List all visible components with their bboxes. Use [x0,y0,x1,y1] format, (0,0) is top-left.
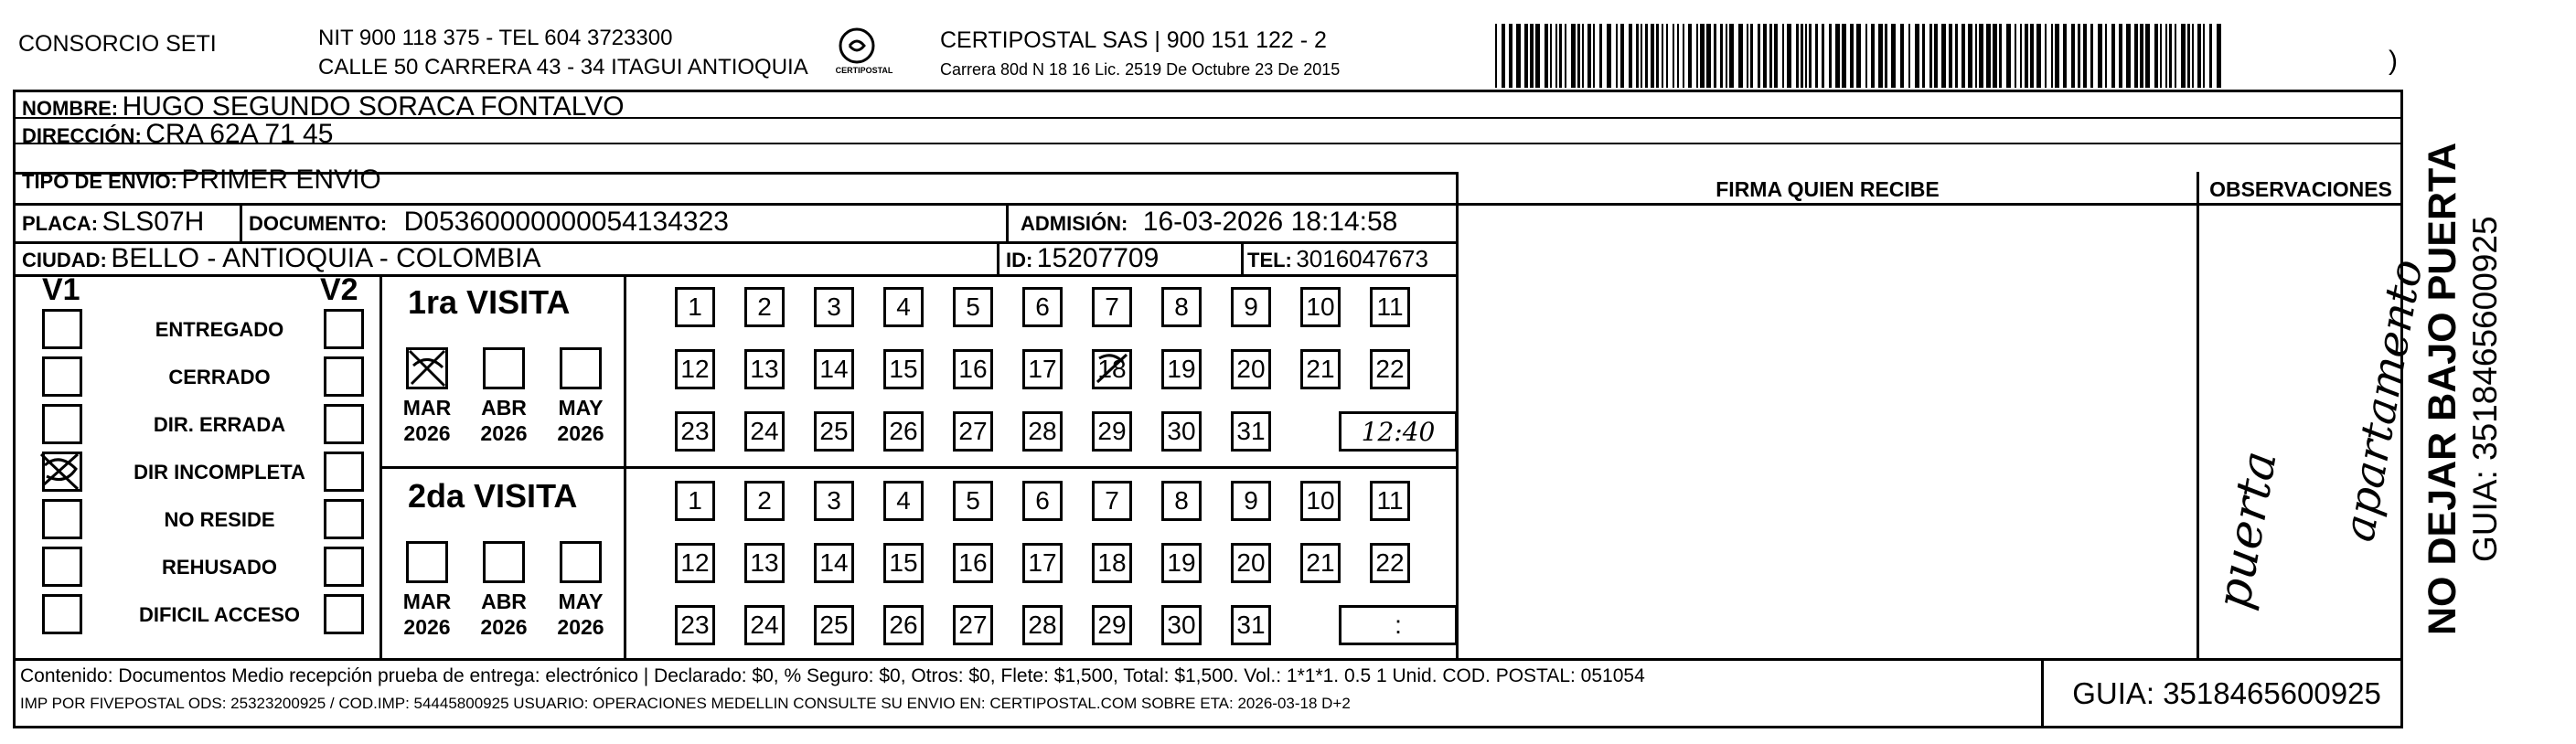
barcode-bar [2090,24,2093,88]
tel-label: TEL: [1247,249,1292,271]
placa-row [22,207,204,238]
v1-checkbox[interactable] [42,404,82,444]
status-label: ENTREGADO [155,318,284,341]
barcode-bar [2111,24,2115,88]
barcode-bar [2083,24,2087,88]
month-label [395,395,459,446]
day-box[interactable]: 29 [1092,411,1132,452]
barcode-bar [1571,24,1576,88]
status-label: DIFICIL ACCESO [138,603,300,626]
direccion-value: CRA 62A 71 45 [145,119,334,149]
documento-value: D05360000000054134323 [403,207,729,237]
day-box[interactable]: 27 [953,411,993,452]
barcode-bar [1915,24,1919,88]
divider [997,241,999,274]
divider [379,466,1456,469]
day-box[interactable]: 23 [675,411,715,452]
day-box[interactable]: 4 [883,481,924,521]
day-box[interactable]: 6 [1022,481,1063,521]
day-box[interactable]: 9 [1231,481,1271,521]
nombre-value: HUGO SEGUNDO SORACA FONTALVO [122,91,625,122]
barcode-bar [1747,24,1748,88]
barcode-bar [1774,24,1778,88]
observaciones-header: OBSERVACIONES [2209,177,2392,201]
barcode-bar [1636,24,1639,88]
barcode-bar [1651,24,1654,88]
day-box[interactable]: 28 [1022,411,1063,452]
barcode-bar [2169,24,2172,88]
day-box[interactable]: 31 [1231,605,1271,645]
barcode-bar [1524,24,1528,88]
barcode-bar [2175,24,2176,88]
v2-checkbox[interactable] [324,499,364,539]
time-box[interactable]: 12:40 [1339,411,1458,452]
day-box[interactable]: 28 [1022,605,1063,645]
address-line: CALLE 50 CARRERA 43 - 34 ITAGUI ANTIOQUIA [318,55,808,80]
barcode-bar [2134,24,2138,88]
day-box[interactable]: 24 [744,605,785,645]
barcode-bar [2119,24,2122,88]
day-box[interactable]: 17 [1022,543,1063,583]
day-box[interactable]: 19 [1161,349,1202,389]
v2-checkbox[interactable] [324,594,364,634]
v2-header: V2 [320,272,358,307]
barcode-bar [1782,24,1784,88]
month-checkbox[interactable] [483,541,525,583]
divider [1006,203,1009,241]
barcode-bar [1801,24,1803,88]
barcode-bar [1683,24,1684,88]
barcode-bar [1929,24,1932,88]
day-box[interactable]: 20 [1231,543,1271,583]
barcode-bar [1908,24,1910,88]
tipo-value: PRIMER ENVIO [181,165,381,195]
id-row [1006,243,1159,274]
barcode-bar [2006,24,2011,88]
day-box[interactable]: 5 [953,287,993,327]
barcode-bar [1805,24,1807,88]
v2-checkbox[interactable] [324,309,364,349]
day-box[interactable]: 21 [1300,543,1341,583]
barcode-bar [1607,24,1611,88]
month-checkbox[interactable] [560,347,602,389]
barcode-bar [1986,24,1991,88]
nit-line: NIT 900 118 375 - TEL 604 3723300 [318,26,673,50]
barcode-bar [1677,24,1679,88]
barcode-bar [1871,24,1875,88]
month-year: 2026 [557,615,604,639]
day-box[interactable]: 16 [953,543,993,583]
barcode-bar [2192,24,2194,88]
footer-guia: GUIA: 3518465600925 [2072,676,2381,710]
day-box[interactable]: 30 [1161,411,1202,452]
day-box[interactable]: 14 [814,349,854,389]
v2-checkbox[interactable] [324,404,364,444]
day-box[interactable]: 26 [883,411,924,452]
barcode-bar [2098,24,2102,88]
time-box[interactable]: : [1339,605,1458,645]
barcode-bar [1516,24,1521,88]
barcode-bar [1629,24,1632,88]
divider [13,203,1458,206]
divider [13,143,2403,144]
day-box[interactable]: 22 [1370,349,1410,389]
barcode-bar [1878,24,1883,88]
barcode-bar [1787,24,1791,88]
ciudad-value: BELLO - ANTIOQUIA - COLOMBIA [111,243,541,273]
month-checkbox[interactable] [560,541,602,583]
barcode-bar [1555,24,1557,88]
license-line: Carrera 80d N 18 16 Lic. 2519 De Octubre 23 De 2015 [940,60,1341,79]
barcode-bar [1696,24,1698,88]
day-box[interactable]: 29 [1092,605,1132,645]
v1-checkbox[interactable] [42,452,82,492]
barcode-bar [1700,24,1705,88]
v2-checkbox[interactable] [324,356,364,397]
firma-header: FIRMA QUIEN RECIBE [1716,177,1940,201]
day-box[interactable]: 22 [1370,543,1410,583]
v2-checkbox[interactable] [324,452,364,492]
barcode-bar [2036,24,2041,88]
barcode-bar [1720,24,1723,88]
barcode-bar [1620,24,1624,88]
barcode-bar [1673,24,1674,88]
tel-row [1247,245,1428,273]
documento-row [249,207,729,238]
barcode-bar [1968,24,1972,88]
month-label [472,589,536,640]
day-box[interactable]: 15 [883,349,924,389]
status-label: REHUSADO [162,556,277,579]
day-mark-icon [1092,349,1132,389]
divider [2197,172,2199,660]
company-name: CONSORCIO SETI [18,31,217,57]
month-label [472,395,536,446]
day-box[interactable]: 25 [814,605,854,645]
tipo-label: TIPO DE ENVIO: [22,170,177,193]
barcode-bar [2197,24,2201,88]
admision-value: 16-03-2026 18:14:58 [1142,207,1398,237]
barcode-bar [1842,24,1846,88]
barcode-bar [1559,24,1562,88]
day-box[interactable]: 17 [1022,349,1063,389]
barcode-bar [1891,24,1896,88]
side-guia: GUIA: 3518465600925 [2466,216,2504,562]
barcode-bar [1593,24,1595,88]
day-box[interactable]: 26 [883,605,924,645]
barcode-bar [1769,24,1772,88]
day-box[interactable]: 6 [1022,287,1063,327]
carrier-line: CERTIPOSTAL SAS | 900 151 122 - 2 [940,27,1327,53]
barcode-bar [1993,24,1997,88]
day-box[interactable]: 8 [1161,287,1202,327]
barcode-bar [2063,24,2067,88]
day-box[interactable]: 18 [1092,349,1132,389]
barcode-bar [1706,24,1711,88]
divider [240,203,242,241]
ciudad-label: CIUDAD: [22,249,107,271]
month-year: 2026 [557,421,604,445]
barcode-bar [1815,24,1818,88]
barcode-bar [1975,24,1977,88]
barcode-bar [2154,24,2158,88]
barcode-bar [1535,24,1540,88]
day-box[interactable]: 14 [814,543,854,583]
month-label [395,589,459,640]
barcode-bar [2025,24,2028,88]
barcode-bar [1979,24,1983,88]
barcode-bar [1645,24,1648,88]
nombre-label: NOMBRE: [22,97,119,120]
day-box[interactable]: 12 [675,543,715,583]
barcode-bar [1829,24,1832,88]
documento-label: DOCUMENTO: [249,212,388,235]
day-box[interactable]: 3 [814,287,854,327]
barcode-bar [1885,24,1887,88]
day-box[interactable]: 10 [1300,481,1341,521]
barcode-bar [1796,24,1799,88]
day-box[interactable]: 20 [1231,349,1271,389]
barcode-bar [1714,24,1716,88]
barcode-bar [1955,24,1958,88]
barcode-bar [2045,24,2047,88]
day-box[interactable]: 23 [675,605,715,645]
divider [1456,203,2403,206]
barcode-bar [2105,24,2107,88]
day-box[interactable]: 21 [1300,349,1341,389]
month-name: MAR [402,590,452,613]
barcode-bar [1961,24,1965,88]
barcode-bar [1949,24,1952,88]
barcode-bar [1577,24,1580,88]
day-box[interactable]: 1 [675,481,715,521]
barcode-bar [1616,24,1618,88]
obs-word-2: apartamento [2333,255,2433,546]
barcode-bar [1502,24,1505,88]
ciudad-row [22,243,540,274]
barcode-bar [1934,24,1938,88]
barcode-bar [1999,24,2002,88]
barcode-bar [2160,24,2162,88]
barcode-bar [2071,24,2075,88]
day-box[interactable]: 7 [1092,481,1132,521]
barcode-bar [2187,24,2190,88]
barcode-bar [2145,24,2150,88]
barcode-bar [2015,24,2016,88]
status-label: NO RESIDE [164,508,275,531]
barcode-bar [2165,24,2167,88]
day-box[interactable]: 25 [814,411,854,452]
barcode-bar [1550,24,1552,88]
barcode-bar [1587,24,1591,88]
barcode-bar [1922,24,1925,88]
v1-checkbox[interactable] [42,499,82,539]
day-box[interactable]: 19 [1161,543,1202,583]
month-label [549,589,613,640]
day-box[interactable]: 11 [1370,287,1410,327]
day-box[interactable]: 11 [1370,481,1410,521]
check-mark-icon [404,345,452,393]
direccion-row [22,119,333,150]
month-checkbox[interactable] [406,347,448,389]
tipo-row [22,165,381,196]
month-name: ABR [481,396,527,420]
barcode-bar [1738,24,1743,88]
barcode-bar [1750,24,1753,88]
corner-mark: ) [2389,46,2398,76]
month-name: ABR [481,590,527,613]
month-checkbox[interactable] [483,347,525,389]
barcode-bar [1666,24,1668,88]
v1-header: V1 [42,272,80,307]
status-label: DIR INCOMPLETA [134,461,305,484]
barcode-bar [1850,24,1854,88]
barcode-bar [2055,24,2059,88]
day-box[interactable]: 24 [744,411,785,452]
footer-imp-line: IMP POR FIVEPOSTAL ODS: 25323200925 / COD.IMP: 54445800925 USUARIO: OPERACIONES MEDELLIN CONSULTE SU ENVIO EN: CERTIPOSTAL.COM SOBRE ETA: 2026-03-18 D+2 [20,695,1351,712]
day-box[interactable]: 7 [1092,287,1132,327]
month-checkbox[interactable] [406,541,448,583]
day-box[interactable]: 13 [744,349,785,389]
observaciones-handwriting [2206,255,2433,649]
barcode-bar [1835,24,1840,88]
barcode-bar [1530,24,1534,88]
barcode-bar [2217,24,2221,88]
placa-value: SLS07H [102,207,205,237]
barcode-bar [1900,24,1904,88]
day-box[interactable]: 13 [744,543,785,583]
day-box[interactable]: 3 [814,481,854,521]
barcode-bar [1656,24,1659,88]
month-year: 2026 [480,615,528,639]
barcode-bar [1729,24,1734,88]
v1-checkbox[interactable] [42,594,82,634]
barcode-bar [1941,24,1946,88]
month-year: 2026 [403,421,451,445]
day-box[interactable]: 8 [1161,481,1202,521]
barcode-bar [1662,24,1663,88]
barcode-bar [2140,24,2143,88]
day-box[interactable]: 4 [883,287,924,327]
day-box[interactable]: 2 [744,287,785,327]
barcode-bar [1763,24,1767,88]
admision-label: ADMISIÓN: [1021,212,1128,235]
barcode-bar [2209,24,2212,88]
v2-checkbox[interactable] [324,547,364,587]
barcode-bar [1856,24,1861,88]
barcode-bar [1509,24,1512,88]
day-box[interactable]: 27 [953,605,993,645]
v1-checkbox[interactable] [42,356,82,397]
day-box[interactable]: 16 [953,349,993,389]
month-name: MAY [558,590,604,613]
barcode-bar [1495,24,1497,88]
month-name: MAR [402,396,452,420]
divider [13,658,2403,661]
divider [1241,241,1244,274]
day-box[interactable]: 2 [744,481,785,521]
day-box[interactable]: 9 [1231,287,1271,327]
month-label [549,395,613,446]
month-year: 2026 [480,421,528,445]
day-box[interactable]: 10 [1300,287,1341,327]
barcode-bar [1822,24,1824,88]
id-value: 15207709 [1036,243,1160,273]
barcode-bar [2030,24,2034,88]
barcode [1495,24,2222,88]
divider [2041,658,2044,728]
visit-title: 2da VISITA [408,477,578,515]
barcode-bar [2126,24,2131,88]
barcode-bar [2078,24,2080,88]
month-year: 2026 [403,615,451,639]
certipostal-logo: CERTIPOSTAL [828,26,901,80]
barcode-bar [2203,24,2205,88]
tel-value: 3016047673 [1296,245,1428,272]
visit-title: 1ra VISITA [408,283,571,321]
placa-label: PLACA: [22,212,99,235]
admision-row [1021,207,1397,238]
status-label: CERRADO [168,366,271,388]
barcode-bar [2051,24,2053,88]
barcode-bar [1582,24,1584,88]
barcode-bar [1599,24,1602,88]
barcode-bar [2181,24,2186,88]
month-name: MAY [558,396,604,420]
barcode-bar [2020,24,2022,88]
day-box[interactable]: 18 [1092,543,1132,583]
v1-checkbox[interactable] [42,547,82,587]
firma-area[interactable] [1459,207,2196,657]
direccion-label: DIRECCIÓN: [22,124,142,147]
nombre-row [22,91,625,122]
day-box[interactable]: 12 [675,349,715,389]
day-box[interactable]: 15 [883,543,924,583]
footer-content-line: Contenido: Documentos Medio recepción prueba de entrega: electrónico | Declarado: $0, % Seguro: $0, Otros: $0, Flete: $1,500, Total: $1,500. Vol.: 1*1*1. 0.5 1 Unid. COD. POSTAL: 051054 [20,665,1645,686]
divider [13,274,1458,277]
obs-word-1: puerta [2206,446,2288,614]
barcode-bar [1726,24,1727,88]
barcode-bar [1809,24,1812,88]
check-mark-icon [37,449,83,494]
id-label: ID: [1006,249,1033,271]
day-box[interactable]: 1 [675,287,715,327]
barcode-bar [1641,24,1642,88]
status-label: DIR. ERRADA [153,413,286,436]
day-box[interactable]: 5 [953,481,993,521]
barcode-bar [1758,24,1760,88]
barcode-bar [1688,24,1692,88]
v1-checkbox[interactable] [42,309,82,349]
side-warning: NO DEJAR BAJO PUERTA [2421,142,2464,635]
barcode-bar [1545,24,1548,88]
barcode-bar [1865,24,1867,88]
day-box[interactable]: 31 [1231,411,1271,452]
day-box[interactable]: 30 [1161,605,1202,645]
barcode-bar [1565,24,1566,88]
